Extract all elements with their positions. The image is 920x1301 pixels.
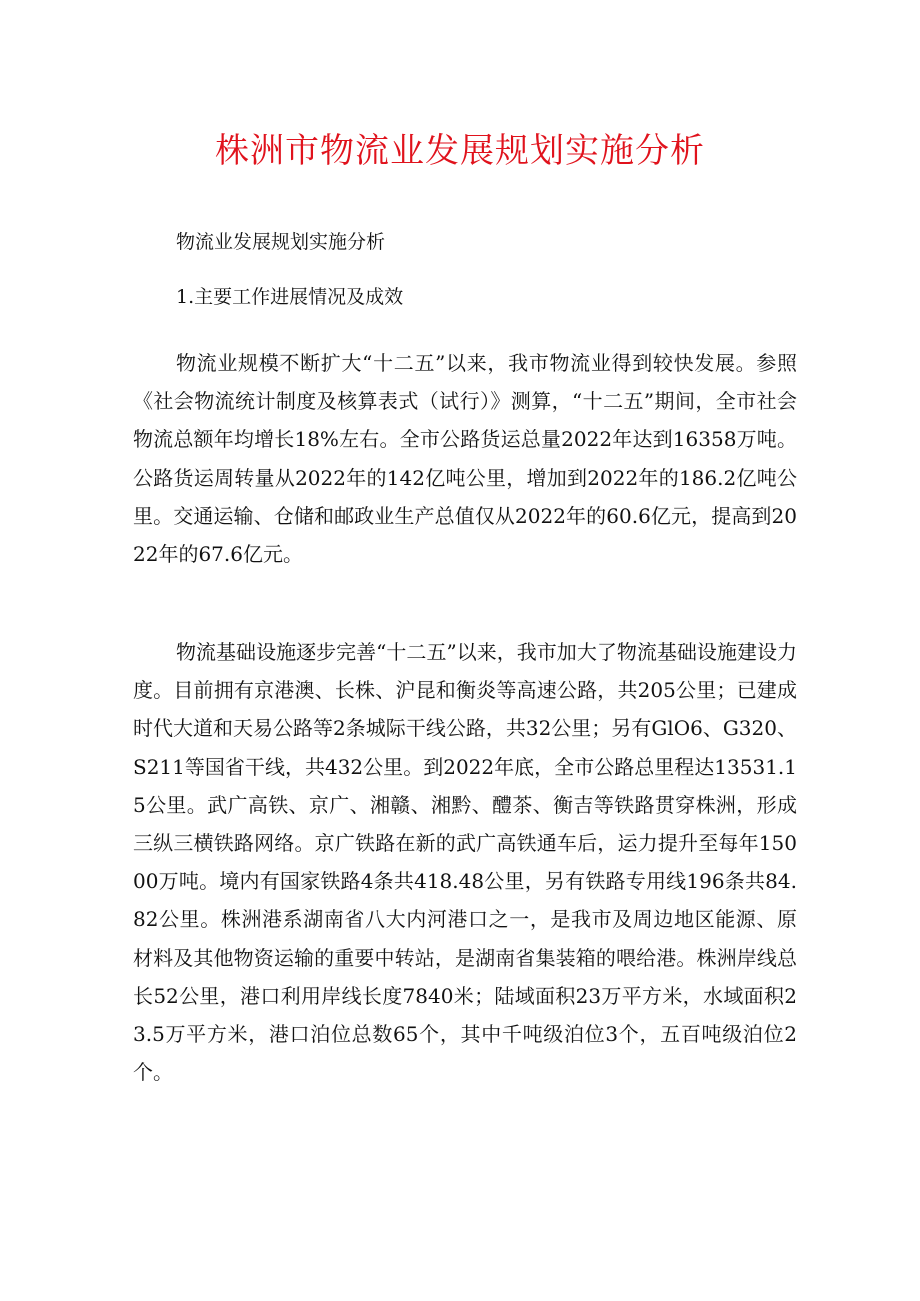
paragraph-logistics-scale: 物流业规模不断扩大“十二五”以来，我市物流业得到较快发展。参照《社会物流统计制度及核算表式（试行）》测算，“十二五”期间，全市社会物流总额年均增长18%左右。全市公路货运总量2022年达到16358万吨。公路货运周转量从2022年的142亿吨公里，增加到2022年的186.2亿吨公里。交通运输、仓储和邮政业生产总值仅从2022年的60.6亿元，提高到2022年的67.6亿元。	[133, 351, 797, 567]
section-heading: 物流业发展规划实施分析	[176, 231, 386, 253]
subsection-heading: 1.主要工作进展情况及成效	[176, 286, 404, 308]
document-title: 株洲市物流业发展规划实施分析	[215, 131, 705, 171]
paragraph-infrastructure: 物流基础设施逐步完善“十二五”以来，我市加大了物流基础设施建设力度。目前拥有京港澳、长株、沪昆和衡炎等高速公路，共205公里；已建成时代大道和天易公路等2条城际干线公路，共32公里；另有GlO6、G320、S211等国省干线，共432公里。到2022年底，全市公路总里程达13531.15公里。武广高铁、京广、湘赣、湘黔、醴茶、衡吉等铁路贯穿株洲，形成三纵三横铁路网络。京广铁路在新的武广高铁通车后，运力提升至每年15000万吨。境内有国家铁路4条共418.48公里，另有铁路专用线196条共84.82公里。株洲港系湖南省八大内河港口之一，是我市及周边地区能源、原材料及其他物资运输的重要中转站，是湖南省集装箱的喂给港。株洲岸线总长52公里，港口利用岸线长度7840米；陆域面积23万平方米，水域面积23.5万平方米，港口泊位总数65个，其中千吨级泊位3个，五百吨级泊位2个。	[133, 640, 797, 1085]
